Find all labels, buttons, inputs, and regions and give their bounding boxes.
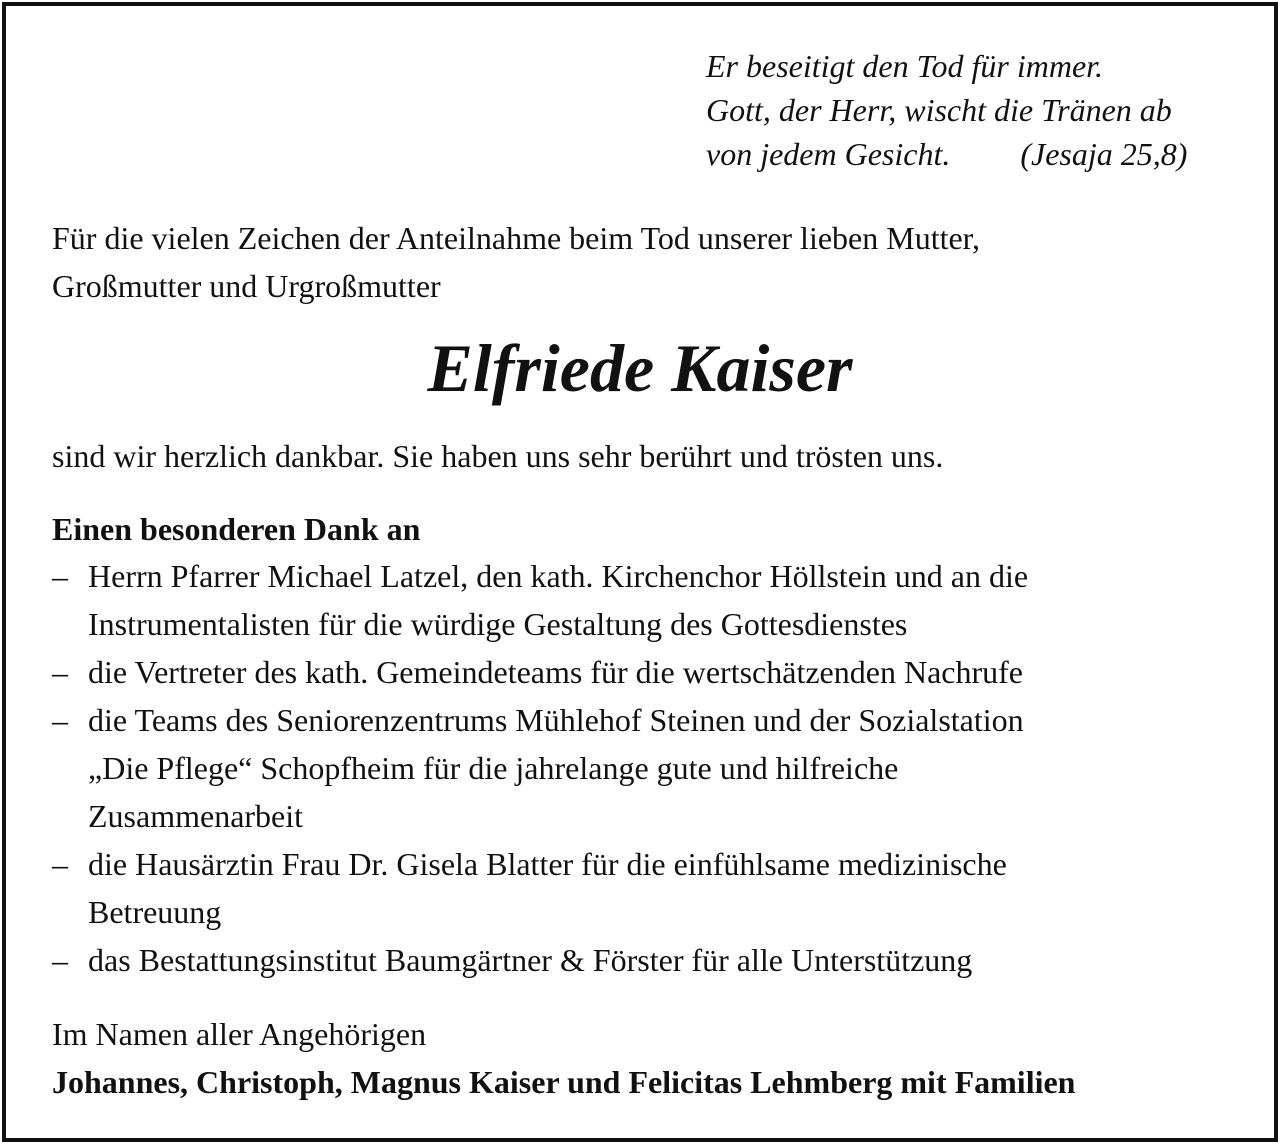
list-item-line: Instrumentalisten für die würdige Gestaltung des Gottesdienstes	[88, 606, 908, 642]
list-item-line: Betreuung	[88, 894, 222, 930]
intro-line: Für die vielen Zeichen der Anteilnahme beim Tod unserer lieben Mutter,	[52, 220, 981, 256]
verse-line-text: von jedem Gesicht.	[706, 136, 951, 172]
verse-reference: (Jesaja 25,8)	[1020, 136, 1188, 172]
special-thanks-heading: Einen besonderen Dank an	[52, 511, 421, 547]
deceased-name: Elfriede Kaiser	[427, 330, 853, 406]
verse-line: Gott, der Herr, wischt die Tränen ab	[706, 92, 1172, 128]
list-item-line: Zusammenarbeit	[88, 798, 304, 834]
closing-line: Im Namen aller Angehörigen	[52, 1016, 427, 1052]
dash-bullet: –	[52, 558, 68, 594]
special-thanks-list	[52, 552, 1252, 984]
dash-bullet: –	[52, 942, 68, 978]
family-signature: Johannes, Christoph, Magnus Kaiser und Felicitas Lehmberg mit Familien	[52, 1064, 1076, 1100]
list-item-line: das Bestattungsinstitut Baumgärtner & Förster für alle Unterstützung	[88, 942, 973, 978]
list-item	[52, 696, 1252, 840]
verse-line: Er beseitigt den Tod für immer.	[706, 48, 1104, 84]
list-item-line: die Hausärztin Frau Dr. Gisela Blatter für die einfühlsame medizinische	[88, 846, 1007, 882]
bible-verse	[706, 44, 1236, 176]
list-item	[52, 552, 1252, 648]
verse-line	[706, 132, 1236, 176]
list-item-line: die Teams des Seniorenzentrums Mühlehof Steinen und der Sozialstation	[88, 702, 1024, 738]
dash-bullet: –	[52, 846, 68, 882]
dash-bullet: –	[52, 654, 68, 690]
list-item	[52, 840, 1252, 936]
list-item-line: Herrn Pfarrer Michael Latzel, den kath. Kirchenchor Höllstein und an die	[88, 558, 1029, 594]
list-item	[52, 648, 1252, 696]
intro-text	[52, 214, 1232, 310]
dash-bullet: –	[52, 702, 68, 738]
list-item-line: „Die Pflege“ Schopfheim für die jahrelange gute und hilfreiche	[88, 750, 899, 786]
thanks-line: sind wir herzlich dankbar. Sie haben uns sehr berührt und trösten uns.	[52, 438, 944, 474]
list-item	[52, 936, 1252, 984]
intro-line: Großmutter und Urgroßmutter	[52, 268, 441, 304]
list-item-line: die Vertreter des kath. Gemeindeteams für die wertschätzenden Nachrufe	[88, 654, 1023, 690]
